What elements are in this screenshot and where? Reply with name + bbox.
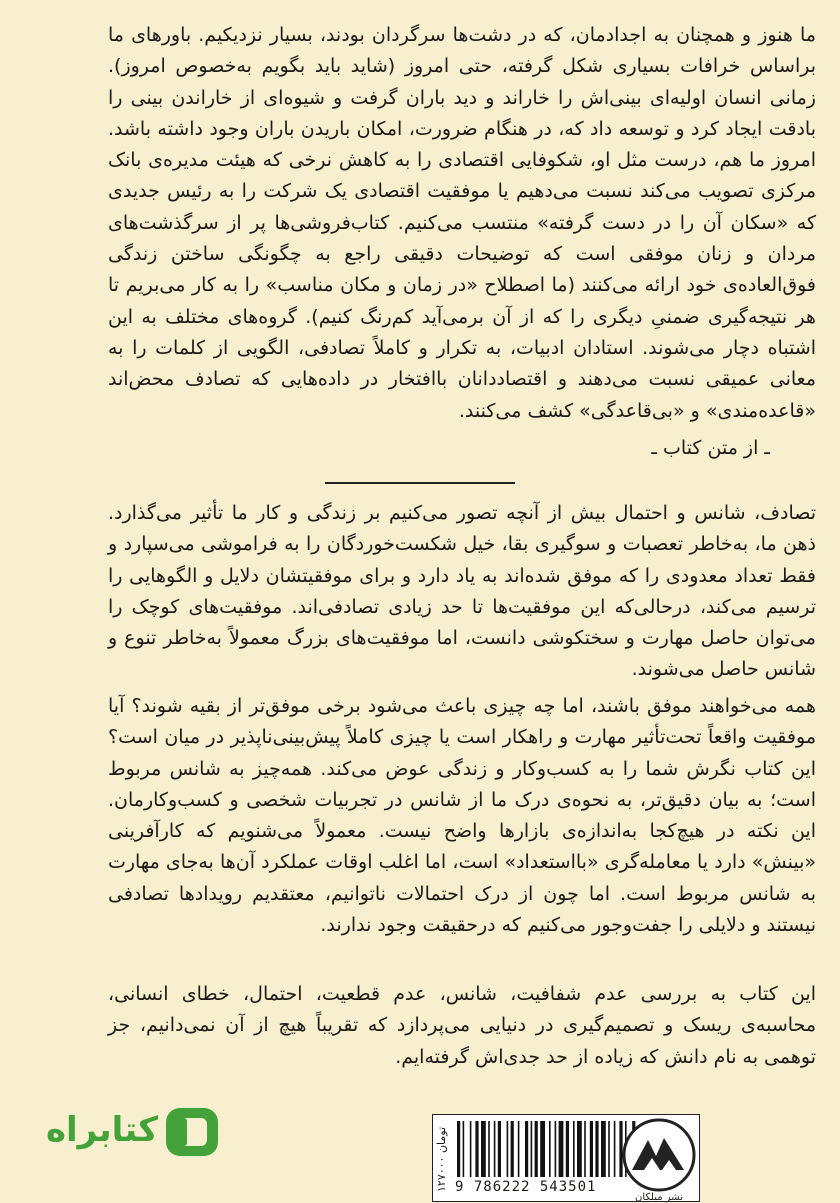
barcode-bar [549,1121,551,1177]
blurb-paragraph-3: این کتاب به بررسی عدم شفافیت، شانس، عدم قطعیت، احتمال، خطای انسانی، محاسبه‌ی ریسک و تصمیم‌گیری در دنیایی می‌پردازد که تقریباً هیچ از آن نمی‌دانیم، جز توهمی به نام دانش که زیاده از حد جدی‌اش گرفته‌ایم. [108,983,816,1068]
barcode-bar [463,1121,465,1177]
barcode-bar [507,1121,509,1177]
barcode-bar [535,1121,538,1177]
barcode-bar [573,1121,575,1177]
quote-excerpt: ما هنوز و همچنان به اجدادمان، که در دشت‌ها سرگردان بودند، بسیار نزدیکیم. باورهای ما براساس خرافات بسیاری شکل گرفته، حتی امروز (شاید باید بگویم به‌خصوص امروز). زمانی انسان اولیه‌ای بینی‌اش را خاراند و دید باران گرفت و شیوه‌ای از خاراندن بینی را بادقت ایجاد کرد و توسعه داد که، در هنگام ضرورت، امکان باریدن باران وجود داشته باشد. امروز ما هم، درست مثل او، شکوفایی اقتصادی را به کاهش نرخی که هیئت مدیره‌ی بانک مرکزی تصویب می‌کند نسبت می‌دهیم یا موفقیت اقتصادی یک شرکت را به رئیس جدیدی که «سکان آن را در دست گرفته» منتسب می‌کنیم. کتاب‌فروشی‌ها پر از سرگذشت‌های مردان و زنان موفقی است که توضیحات دقیقی راجع به چگونگی ساختن زندگی فوق‌العاده‌ی خود ارائه می‌کنند (ما اصطلاح «در زمان و مکان مناسب» را به کار می‌بریم تا هر نتیجه‌گیری ضمنیِ دیگری را که از آن برمی‌آید کم‌رنگ کنیم). گروه‌های مختلف به این اشتباه دچار می‌شوند. استادان ادبیات، به تکرار و کاملاً تصادفی، الگویی از کلمات را به معانی عمیقی نسبت می‌دهند و اقتصاددانان باافتخار در داده‌هایی که تصادف محض‌اند «قاعده‌مندی» و «بی‌قاعدگی» کشف می‌کنند. [108,24,816,422]
barcode-bar [540,1121,545,1177]
blurb-paragraph-1: تصادف، شانس و احتمال بیش از آنچه تصور می‌کنیم بر زندگی و کار ما تأثیر می‌گذارد. ذهن ما، به‌خاطر تعصبات و سوگیری بقا، خیل شکست‌خوردگان را به فراموشی می‌سپارد و فقط تعداد معدودی را که موفق شده‌اند به یاد دارد و برای موفقیتشان دلایل و الگوهایی را ترسیم می‌کند، درحالی‌که این موفقیت‌ها تا حد زیادی تصادفی‌اند. موفقیت‌های کوچک را می‌توان حاصل مهارت و سختکوشی دانست، اما موفقیت‌های بزرگ معمولاً به‌خاطر تنوع و شانس حاصل می‌شوند. [108,502,816,681]
price-label: ۱۲۷۰۰۰ تومان [435,1126,448,1192]
barcode-bar [608,1121,610,1177]
barcode-bar [498,1121,501,1177]
barcode-bar [577,1121,582,1177]
barcode-bar [518,1121,520,1177]
publisher-logo-icon [622,1118,696,1192]
barcode-bar [525,1121,528,1177]
quote-attribution: ـ از متن کتاب ـ [651,437,770,459]
brand-logo [40,1104,220,1162]
brand-name: کتابراه [45,1110,158,1150]
barcode-bar [614,1121,616,1177]
barcode-bar [470,1121,472,1177]
barcode-bar [488,1121,490,1177]
section-divider [325,482,515,484]
barcode-bar [531,1121,533,1177]
barcode-bar [590,1121,593,1177]
barcode-bar [601,1121,606,1177]
barcode-bar [555,1121,557,1177]
barcode-bar [584,1121,586,1177]
publisher-logo-box [618,1114,700,1203]
barcode-bar [566,1121,569,1177]
barcode-bar [475,1121,478,1177]
barcode-bar [595,1121,598,1177]
book-logo-icon [164,1106,220,1158]
barcode-bar [457,1121,460,1177]
isbn-number: 9 786222 543501 [455,1179,597,1195]
barcode-bar [494,1121,496,1177]
blurb-paragraph-2: همه می‌خواهند موفق باشند، اما چه چیزی باعث می‌شود برخی موفق‌تر از بقیه شوند؟ آیا موفقیت واقعاً تحت‌تأثیر مهارت و راهکار است یا چیزی کاملاً پیش‌بینی‌ناپذیر در میان است؟ این کتاب نگرش شما را به کسب‌وکار و زندگی عوض می‌کند. همه‌چیز به شانس مربوط است؛ به بیان دقیق‌تر، به نحوه‌ی درک ما از شانس در تجربیات شخصی و کسب‌وکارمان. این نکته در هیچ‌کجا به‌اندازه‌ی بازارها واضح نیست. معمولاً می‌شنویم که کارآفرینی «بینش» دارد یا معامله‌گری «بااستعداد» است، اما اغلب اوقات عملکرد آن‌ها به‌جای مهارت به شانس مربوط است. اما چون از درک احتمالات ناتوانیم، معتقدیم رویدادها تصادفی نیستند و دلایلی را جفت‌وجور می‌کنیم که درحقیقت وجود ندارند. [108,695,816,937]
barcode-bar [559,1121,564,1177]
barcode-bar [481,1121,486,1177]
barcode-bar [511,1121,514,1177]
publisher-name: نشر میلکان [635,1192,683,1203]
